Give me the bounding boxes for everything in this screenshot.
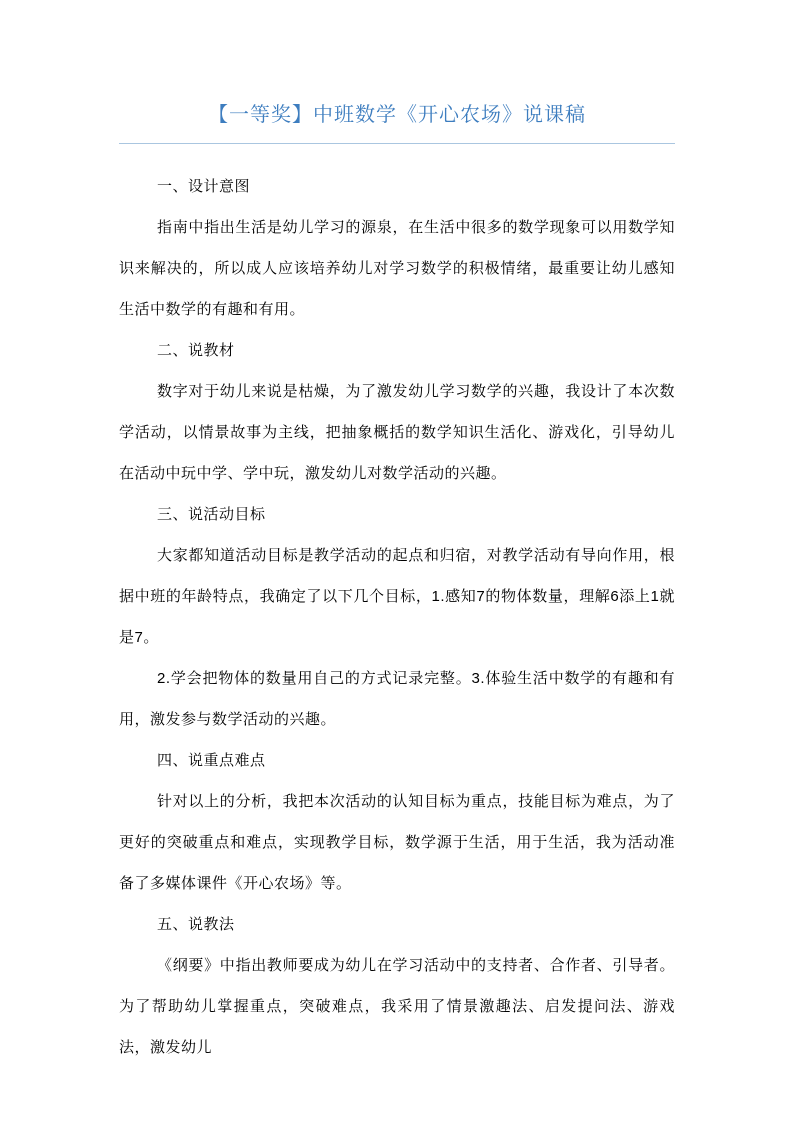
document-title: 【一等奖】中班数学《开心农场》说课稿 [208, 104, 586, 126]
paragraph: 《纲要》中指出教师要成为幼儿在学习活动中的支持者、合作者、引导者。为了帮助幼儿掌握重点，突破难点，我采用了情景激趣法、启发提问法、游戏法，激发幼儿 [119, 957, 675, 1056]
section-heading-teaching-methods: 五、说教法 [157, 916, 235, 933]
paragraph: 指南中指出生活是幼儿学习的源泉，在生活中很多的数学现象可以用数学知识来解决的，所以成人应该培养幼儿对学习数学的积极情绪，最重要让幼儿感知生活中数学的有趣和有用。 [119, 219, 675, 318]
section-heading-key-difficult-points: 四、说重点难点 [157, 752, 266, 769]
paragraph: 大家都知道活动目标是教学活动的起点和归宿，对教学活动有导向作用，根据中班的年龄特点，我确定了以下几个目标，1.感知7的物体数量，理解6添上1就是7。 [119, 547, 675, 646]
section-heading-design-intent: 一、设计意图 [157, 178, 251, 195]
document-body [119, 166, 675, 1068]
paragraph: 数字对于幼儿来说是枯燥，为了激发幼儿学习数学的兴趣，我设计了本次数学活动，以情景故事为主线，把抽象概括的数学知识生活化、游戏化，引导幼儿在活动中玩中学、学中玩，激发幼儿对数学活动的兴趣。 [119, 383, 675, 482]
section-heading-activity-goals: 三、说活动目标 [157, 506, 266, 523]
section-heading-teaching-material: 二、说教材 [157, 342, 235, 359]
paragraph: 针对以上的分析，我把本次活动的认知目标为重点，技能目标为难点，为了更好的突破重点和难点，实现教学目标，数学源于生活，用于生活，我为活动准备了多媒体课件《开心农场》等。 [119, 793, 675, 892]
paragraph: 2.学会把物体的数量用自己的方式记录完整。3.体验生活中数学的有趣和有用，激发参与数学活动的兴趣。 [119, 670, 675, 728]
title-divider [119, 143, 675, 144]
